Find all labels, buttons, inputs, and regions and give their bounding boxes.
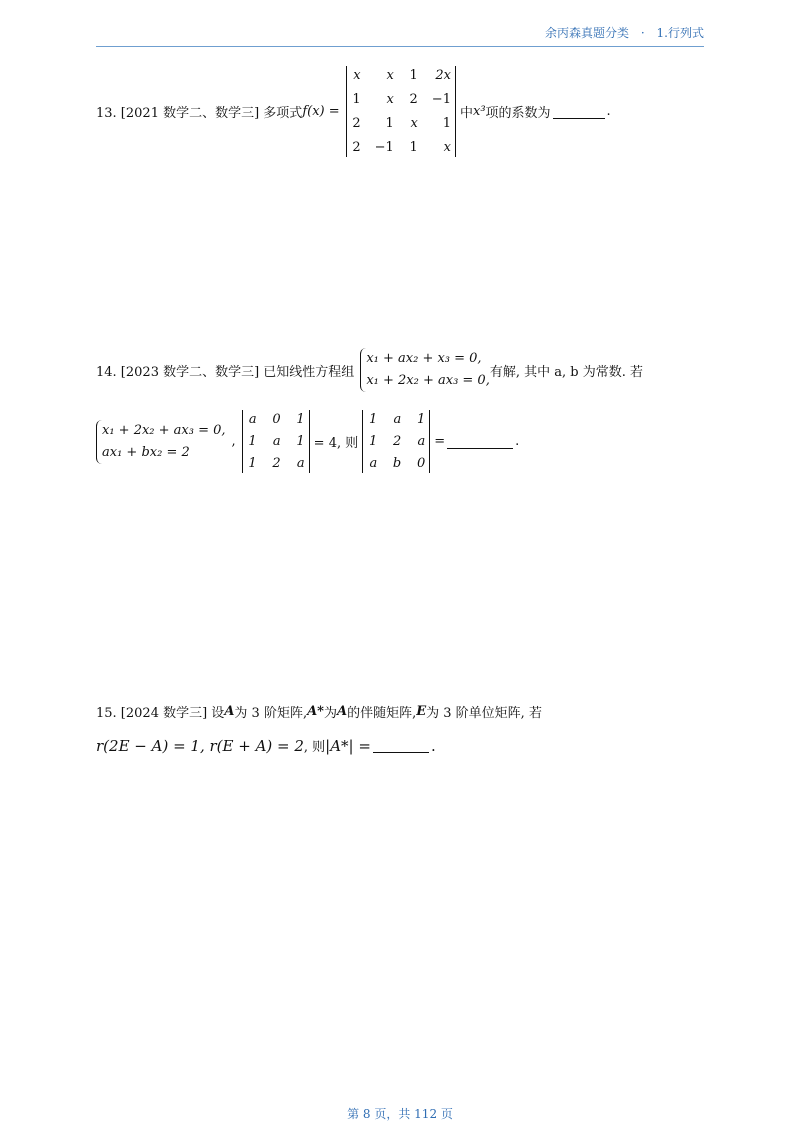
matrix-entry: 0 <box>272 412 281 427</box>
q15-line1-a: 15. [2024 数学三] 设 <box>96 706 225 721</box>
q15-matrix-a-2: A <box>336 704 348 719</box>
q15-line1-d: 的伴随矩阵, <box>347 706 417 721</box>
matrix-entry: 1 <box>416 412 426 427</box>
matrix-entry: 2 <box>409 92 418 107</box>
matrix-entry: 1 <box>442 116 451 131</box>
page-header <box>96 24 704 47</box>
matrix-entry: 0 <box>416 456 426 471</box>
matrix-entry: 1 <box>368 434 378 449</box>
matrix-entry: a <box>248 412 257 427</box>
book-title: 余丙森真题分类 <box>545 26 630 40</box>
q14-sys2-eq1: x₁ + 2x₂ + ax₃ = 0, <box>102 422 226 438</box>
question-14-line2 <box>96 410 519 473</box>
matrix-entry: x <box>386 68 394 83</box>
q13-suffix-a: 中 <box>459 106 473 121</box>
q15-end: . <box>430 736 436 755</box>
q14-prefix: 14. [2023 数学二、数学三] 已知线性方程组 <box>96 364 355 380</box>
matrix-entry: a <box>296 456 305 471</box>
q14-system-1 <box>360 348 490 392</box>
q14-eq: = <box>434 434 446 449</box>
matrix-entry: −1 <box>431 92 451 107</box>
q13-determinant <box>346 66 456 157</box>
page-footer: 第 8 页，共 112 页 <box>347 1107 453 1121</box>
q14-sys1-eq1: x₁ + ax₂ + x₃ = 0, <box>366 351 482 366</box>
q14-determinant-2 <box>362 410 430 473</box>
matrix-entry: a <box>393 412 402 427</box>
matrix-entry: x <box>353 68 361 83</box>
q15-adjugate: A* <box>307 704 324 719</box>
q13-function: f(x) = <box>302 104 340 119</box>
q14-eq4: = 4, 则 <box>313 436 359 451</box>
matrix-entry: b <box>392 456 402 471</box>
header-separator: · <box>640 26 645 40</box>
q14-mid: 有解, 其中 a, b 为常数. 若 <box>489 364 643 380</box>
matrix-entry: 1 <box>385 116 394 131</box>
q15-identity: E <box>416 704 427 719</box>
question-15-line2 <box>96 736 436 755</box>
matrix-entry: 1 <box>296 434 305 449</box>
matrix-entry: 1 <box>409 68 418 83</box>
q14-system-2 <box>96 420 226 464</box>
q15-line2-b: , 则 <box>303 740 326 755</box>
matrix-entry: −1 <box>374 140 394 155</box>
matrix-entry: 2x <box>435 68 451 83</box>
q15-matrix-a: A <box>224 704 235 719</box>
matrix-entry: 2 <box>352 140 361 155</box>
question-14-line1 <box>96 348 643 392</box>
q13-answer-blank[interactable] <box>553 104 605 119</box>
question-15-line1 <box>96 702 542 721</box>
q13-suffix-b: 项的系数为 <box>485 106 551 121</box>
q14-comma: , <box>231 434 236 449</box>
matrix-entry: a <box>272 434 281 449</box>
matrix-entry: a <box>369 456 378 471</box>
q15-answer-blank[interactable] <box>373 738 429 753</box>
q14-sys2-eq2: ax₁ + bx₂ = 2 <box>102 444 190 460</box>
q15-det-adj: |A*| = <box>325 736 371 755</box>
q15-line1-c: 为 <box>323 706 337 721</box>
q14-answer-blank[interactable] <box>447 434 513 449</box>
q13-prefix: 13. [2021 数学二、数学三] 多项式 <box>96 106 303 121</box>
q14-determinant-1 <box>242 410 310 473</box>
q13-end: . <box>606 104 611 119</box>
q15-line1-e: 为 3 阶单位矩阵, 若 <box>426 706 542 721</box>
chapter-title: 1.行列式 <box>656 26 704 40</box>
q13-power: x³ <box>472 104 486 119</box>
matrix-entry: 2 <box>352 116 361 131</box>
matrix-entry: a <box>417 434 426 449</box>
matrix-entry: 1 <box>296 412 305 427</box>
matrix-entry: 1 <box>368 412 378 427</box>
matrix-entry: 1 <box>248 456 257 471</box>
matrix-entry: 2 <box>272 456 281 471</box>
matrix-entry: x <box>443 140 451 155</box>
q14-end: . <box>515 434 520 449</box>
matrix-entry: 1 <box>352 92 361 107</box>
matrix-entry: x <box>386 92 394 107</box>
matrix-entry: x <box>410 116 418 131</box>
matrix-entry: 1 <box>409 140 418 155</box>
q14-sys1-eq2: x₁ + 2x₂ + ax₃ = 0, <box>366 373 490 388</box>
question-13 <box>96 66 611 157</box>
q15-line1-b: 为 3 阶矩阵, <box>234 706 308 721</box>
matrix-entry: 2 <box>392 434 402 449</box>
matrix-entry: 1 <box>248 434 257 449</box>
q15-rank-conditions: r(2E − A) = 1, r(E + A) = 2 <box>96 736 304 755</box>
